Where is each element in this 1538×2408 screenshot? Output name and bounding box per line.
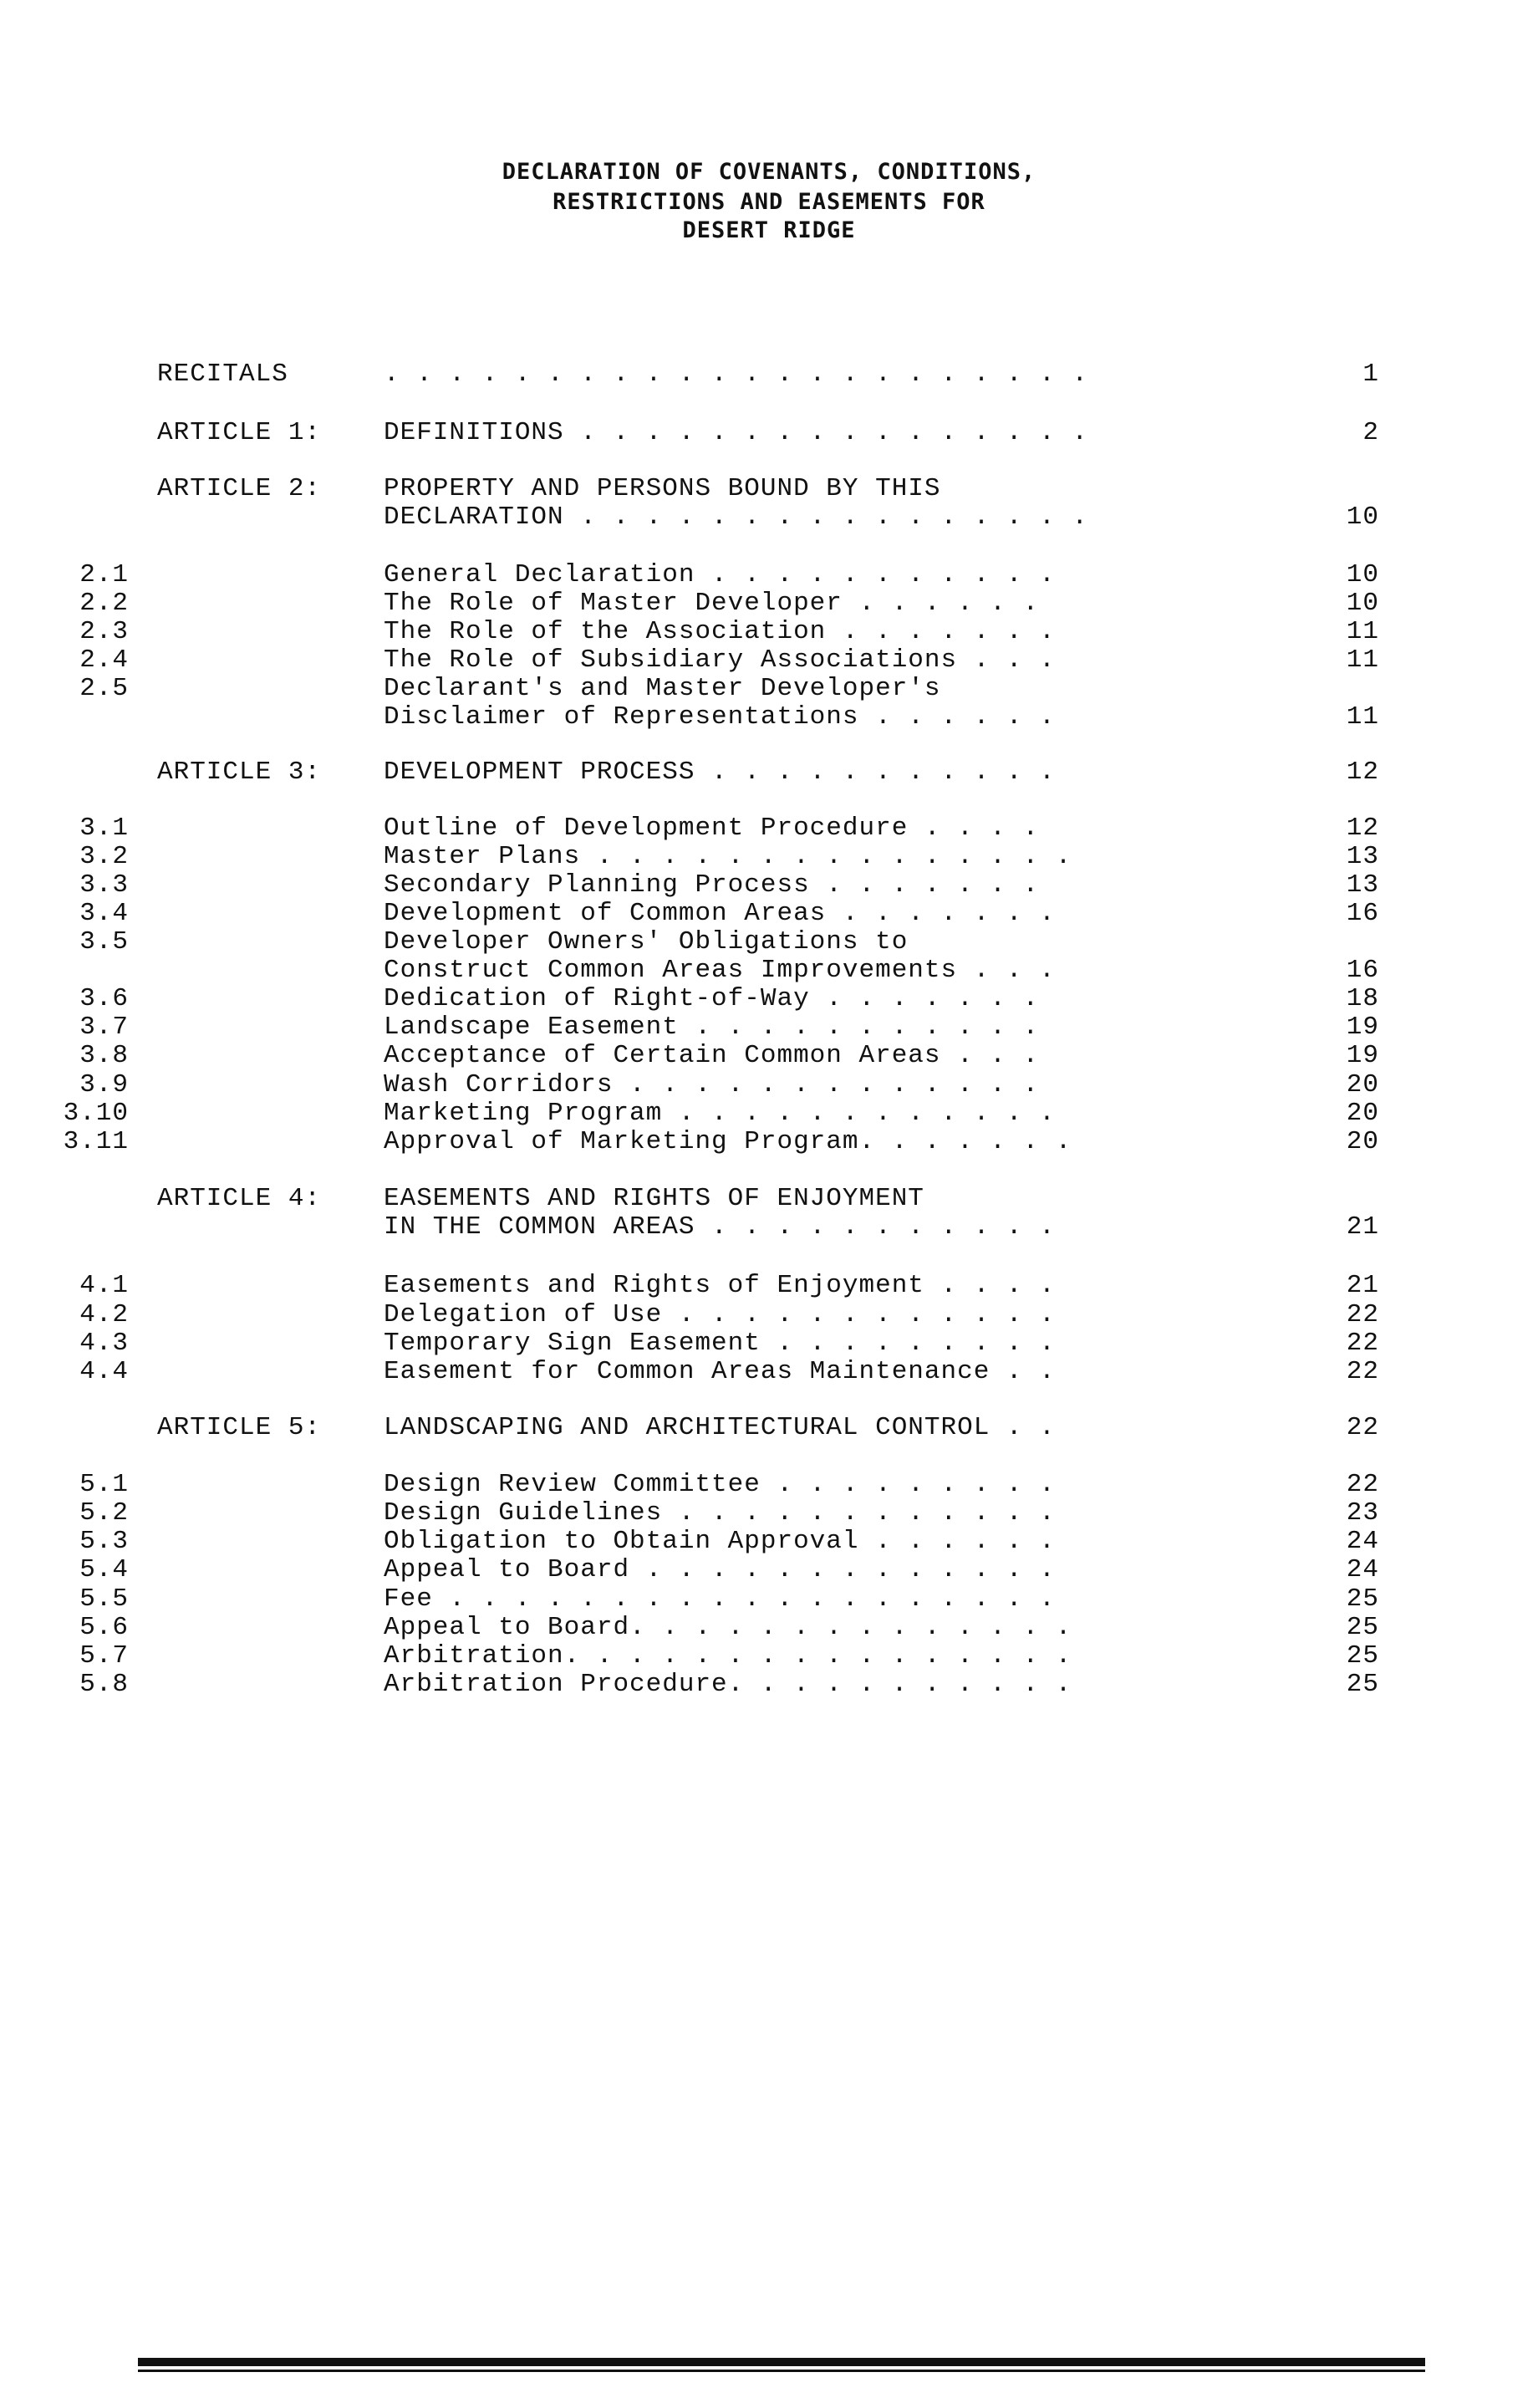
toc-entry-title: Marketing Program . . . . . . . . . . . . [384,1099,1056,1128]
toc-entry-title: Wash Corridors . . . . . . . . . . . . . [384,1070,1040,1099]
toc-section-number: 5.6 [79,1613,129,1642]
toc-article-label: ARTICLE 4: [157,1184,322,1213]
toc-entry-title: Acceptance of Certain Common Areas . . . [384,1041,1040,1070]
toc-page-number: 19 [1346,1041,1379,1070]
title-line-1: DECLARATION OF COVENANTS, CONDITIONS, [502,159,1036,185]
toc-page-number: 13 [1346,842,1379,871]
toc-entry-title: Appeal to Board. . . . . . . . . . . . . . [384,1613,1072,1642]
toc-section-number: 2.2 [79,589,129,618]
toc-page-number: 22 [1346,1470,1379,1499]
toc-section-number: 5.1 [79,1470,129,1499]
toc-page-number: 25 [1346,1670,1379,1699]
toc-page-number: 16 [1346,956,1379,985]
toc-section-number: 5.4 [79,1555,129,1584]
toc-entry-title: Arbitration. . . . . . . . . . . . . . . . [384,1641,1072,1671]
toc-page-number: 12 [1346,814,1379,843]
toc-page-number: 23 [1346,1498,1379,1528]
toc-section-number: 5.2 [79,1498,129,1528]
footer-rule-thin [138,2370,1425,2372]
toc-page-number: 22 [1346,1357,1379,1386]
toc-page-number: 10 [1346,589,1379,618]
toc-page-number: 24 [1346,1527,1379,1556]
toc-section-number: 5.5 [79,1584,129,1614]
toc-entry-title: The Role of Subsidiary Associations . . . [384,645,1056,675]
toc-entry-title: Design Review Committee . . . . . . . . . [384,1470,1056,1499]
title-line-2: RESTRICTIONS AND EASEMENTS FOR [553,189,985,215]
toc-section-number: 4.4 [79,1357,129,1386]
toc-page-number: 25 [1346,1584,1379,1614]
toc-article-label: RECITALS [157,360,288,389]
toc-page-number: 11 [1346,617,1379,646]
toc-page-number: 22 [1346,1329,1379,1358]
toc-entry-title: Disclaimer of Representations . . . . . . [384,702,1056,732]
toc-entry-title: Delegation of Use . . . . . . . . . . . . [384,1300,1056,1329]
toc-entry-title: Obligation to Obtain Approval . . . . . . [384,1527,1056,1556]
toc-entry-title: Design Guidelines . . . . . . . . . . . . [384,1498,1056,1528]
toc-section-number: 5.8 [79,1670,129,1699]
toc-page-number: 1 [1362,360,1379,389]
toc-entry-title: Development of Common Areas . . . . . . . [384,899,1056,928]
toc-page-number: 18 [1346,984,1379,1013]
toc-section-number: 3.5 [79,927,129,957]
toc-page-number: 21 [1346,1271,1379,1300]
toc-article-label: ARTICLE 2: [157,474,322,503]
toc-entry-title: DEVELOPMENT PROCESS . . . . . . . . . . . [384,758,1056,787]
toc-entry-title: Master Plans . . . . . . . . . . . . . . . [384,842,1072,871]
toc-page-number: 10 [1346,560,1379,589]
toc-section-number: 2.1 [79,560,129,589]
toc-entry-title: PROPERTY AND PERSONS BOUND BY THIS [384,474,941,503]
toc-section-number: 2.4 [79,645,129,675]
toc-page-number: 11 [1346,702,1379,732]
toc-entry-title: Fee . . . . . . . . . . . . . . . . . . . [384,1584,1056,1614]
toc-entry-title: Outline of Development Procedure . . . . [384,814,1040,843]
toc-article-label: ARTICLE 3: [157,758,322,787]
toc-section-number: 4.2 [79,1300,129,1329]
title-line-3: DESERT RIDGE [682,217,856,243]
toc-section-number: 3.7 [79,1013,129,1042]
toc-entry-title: Developer Owners' Obligations to [384,927,909,957]
toc-page-number: 16 [1346,899,1379,928]
toc-page-number: 24 [1346,1555,1379,1584]
toc-page-number: 13 [1346,870,1379,900]
toc-entry-title: Construct Common Areas Improvements . . . [384,956,1056,985]
toc-entry-title: Approval of Marketing Program. . . . . . . [384,1127,1072,1156]
toc-entry-title: Dedication of Right-of-Way . . . . . . . [384,984,1040,1013]
toc-section-number: 4.1 [79,1271,129,1300]
toc-page-number: 20 [1346,1099,1379,1128]
toc-page-number: 20 [1346,1070,1379,1099]
toc-entry-title: General Declaration . . . . . . . . . . . [384,560,1056,589]
toc-section-number: 2.5 [79,674,129,703]
toc-section-number: 3.3 [79,870,129,900]
toc-page-number: 19 [1346,1013,1379,1042]
toc-section-number: 5.3 [79,1527,129,1556]
toc-entry-title: Easements and Rights of Enjoyment . . . . [384,1271,1056,1300]
toc-entry-title: Secondary Planning Process . . . . . . . [384,870,1040,900]
toc-section-number: 5.7 [79,1641,129,1671]
toc-entry-title: LANDSCAPING AND ARCHITECTURAL CONTROL . . [384,1413,1056,1442]
toc-entry-title: The Role of the Association . . . . . . . [384,617,1056,646]
toc-entry-title: Arbitration Procedure. . . . . . . . . . . [384,1670,1072,1699]
toc-entry-title: DECLARATION . . . . . . . . . . . . . . . . [384,503,1088,532]
toc-page-number: 20 [1346,1127,1379,1156]
toc-page-number: 22 [1346,1413,1379,1442]
toc-entry-title: Declarant's and Master Developer's [384,674,941,703]
toc-page-number: 2 [1362,418,1379,447]
toc-entry-title: . . . . . . . . . . . . . . . . . . . . . . [384,360,1088,389]
toc-page-number: 22 [1346,1300,1379,1329]
toc-entry-title: IN THE COMMON AREAS . . . . . . . . . . . [384,1212,1056,1242]
toc-section-number: 3.1 [79,814,129,843]
toc-page-number: 10 [1346,503,1379,532]
toc-section-number: 3.10 [63,1099,129,1128]
toc-page-number: 25 [1346,1613,1379,1642]
toc-page-number: 12 [1346,758,1379,787]
toc-entry-title: Easement for Common Areas Maintenance . . [384,1357,1056,1386]
toc-section-number: 3.6 [79,984,129,1013]
toc-section-number: 3.4 [79,899,129,928]
toc-article-label: ARTICLE 5: [157,1413,322,1442]
toc-section-number: 2.3 [79,617,129,646]
footer-rule-thick [138,2358,1425,2366]
toc-article-label: ARTICLE 1: [157,418,322,447]
footer-rule [138,2358,1425,2375]
toc-entry-title: DEFINITIONS . . . . . . . . . . . . . . . . [384,418,1088,447]
toc-section-number: 3.11 [63,1127,129,1156]
toc-section-number: 4.3 [79,1329,129,1358]
toc-section-number: 3.8 [79,1041,129,1070]
toc-entry-title: Temporary Sign Easement . . . . . . . . . [384,1329,1056,1358]
toc-page-number: 21 [1346,1212,1379,1242]
toc-section-number: 3.2 [79,842,129,871]
toc-entry-title: The Role of Master Developer . . . . . . [384,589,1040,618]
toc-page-number: 25 [1346,1641,1379,1671]
toc-entry-title: Landscape Easement . . . . . . . . . . . [384,1013,1040,1042]
toc-section-number: 3.9 [79,1070,129,1099]
toc-page-number: 11 [1346,645,1379,675]
toc-entry-title: EASEMENTS AND RIGHTS OF ENJOYMENT [384,1184,924,1213]
toc-entry-title: Appeal to Board . . . . . . . . . . . . . [384,1555,1056,1584]
